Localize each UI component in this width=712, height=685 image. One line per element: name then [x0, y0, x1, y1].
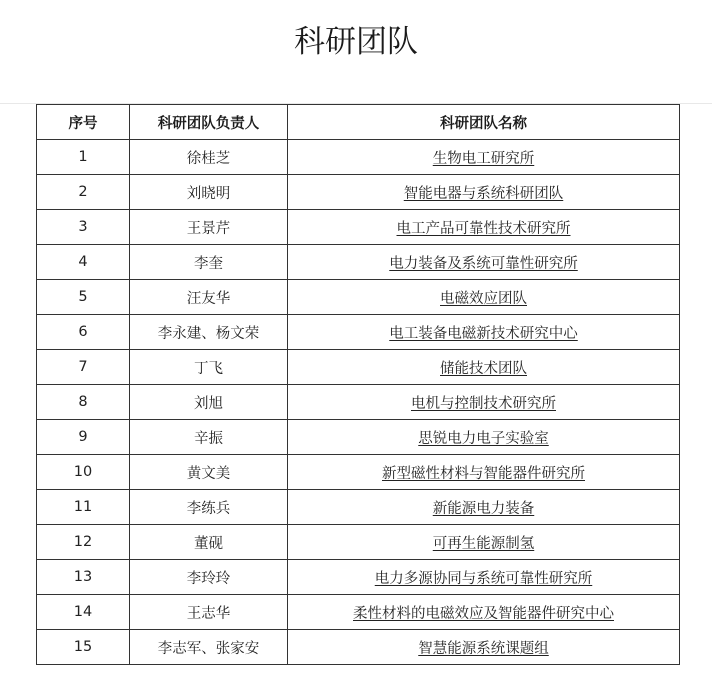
- table-row: [37, 280, 680, 315]
- team-leader: 徐桂芝: [130, 140, 288, 175]
- row-number: 13: [37, 560, 130, 595]
- row-number: 14: [37, 595, 130, 630]
- page-title: 科研团队: [294, 24, 418, 60]
- team-leader: 刘旭: [130, 385, 288, 420]
- row-number: 10: [37, 455, 130, 490]
- row-number: 6: [37, 315, 130, 350]
- table-row: [37, 350, 680, 385]
- team-leader: 李奎: [130, 245, 288, 280]
- team-name-link[interactable]: 新型磁性材料与智能器件研究所: [382, 465, 585, 482]
- table-row: [37, 210, 680, 245]
- header-number: 序号: [37, 105, 130, 140]
- team-leader: 丁飞: [130, 350, 288, 385]
- row-number: 12: [37, 525, 130, 560]
- team-name-link[interactable]: 新能源电力装备: [432, 500, 535, 517]
- team-leader: 辛振: [130, 420, 288, 455]
- team-name-cell: [288, 350, 680, 385]
- team-name-cell: [288, 630, 680, 665]
- table-row: [37, 315, 680, 350]
- table-row: [37, 175, 680, 210]
- team-name-link[interactable]: 生物电工研究所: [432, 150, 535, 167]
- team-name-link[interactable]: 思锐电力电子实验室: [418, 430, 549, 447]
- table-row: [37, 385, 680, 420]
- team-name-cell: [288, 210, 680, 245]
- table-row: [37, 420, 680, 455]
- row-number: 3: [37, 210, 130, 245]
- team-name-cell: [288, 280, 680, 315]
- table-row: [37, 455, 680, 490]
- row-number: 11: [37, 490, 130, 525]
- row-number: 15: [37, 630, 130, 665]
- team-name-link[interactable]: 电力装备及系统可靠性研究所: [389, 255, 578, 272]
- team-name-link[interactable]: 电磁效应团队: [440, 290, 527, 307]
- team-name-link[interactable]: 电工产品可靠性技术研究所: [396, 220, 571, 237]
- team-name-cell: [288, 560, 680, 595]
- team-name-link[interactable]: 电工装备电磁新技术研究中心: [389, 325, 578, 342]
- table-header-row: [37, 105, 680, 140]
- team-name-link[interactable]: 可再生能源制氢: [432, 535, 535, 552]
- research-team-table: [36, 104, 680, 665]
- team-leader: 李志军、张家安: [130, 630, 288, 665]
- team-name-cell: [288, 175, 680, 210]
- row-number: 8: [37, 385, 130, 420]
- team-name-cell: [288, 455, 680, 490]
- row-number: 2: [37, 175, 130, 210]
- team-leader: 王景芹: [130, 210, 288, 245]
- team-name-link[interactable]: 智慧能源系统课题组: [418, 640, 549, 657]
- table-row: [37, 595, 680, 630]
- team-leader: 刘晓明: [130, 175, 288, 210]
- team-leader: 李玲玲: [130, 560, 288, 595]
- team-name-cell: [288, 490, 680, 525]
- row-number: 1: [37, 140, 130, 175]
- team-name-link[interactable]: 智能电器与系统科研团队: [403, 185, 564, 202]
- header-team-name: 科研团队名称: [288, 105, 680, 140]
- table-row: [37, 490, 680, 525]
- table-row: [37, 630, 680, 665]
- table-row: [37, 140, 680, 175]
- team-name-cell: [288, 140, 680, 175]
- team-name-cell: [288, 245, 680, 280]
- row-number: 5: [37, 280, 130, 315]
- team-name-link[interactable]: 电机与控制技术研究所: [411, 395, 556, 412]
- team-name-link[interactable]: 电力多源协同与系统可靠性研究所: [374, 570, 593, 587]
- team-name-link[interactable]: 柔性材料的电磁效应及智能器件研究中心: [353, 605, 614, 622]
- team-leader: 黄文美: [130, 455, 288, 490]
- team-leader: 李练兵: [130, 490, 288, 525]
- team-leader: 董砚: [130, 525, 288, 560]
- team-name-link[interactable]: 储能技术团队: [440, 360, 527, 377]
- table-row: [37, 525, 680, 560]
- team-leader: 李永建、杨文荣: [130, 315, 288, 350]
- table-body: [37, 140, 680, 665]
- table-row: [37, 560, 680, 595]
- team-name-cell: [288, 385, 680, 420]
- team-name-cell: [288, 420, 680, 455]
- team-name-cell: [288, 315, 680, 350]
- row-number: 4: [37, 245, 130, 280]
- team-leader: 汪友华: [130, 280, 288, 315]
- team-name-cell: [288, 525, 680, 560]
- team-leader: 王志华: [130, 595, 288, 630]
- header-leader: 科研团队负责人: [130, 105, 288, 140]
- row-number: 9: [37, 420, 130, 455]
- row-number: 7: [37, 350, 130, 385]
- team-name-cell: [288, 595, 680, 630]
- table-row: [37, 245, 680, 280]
